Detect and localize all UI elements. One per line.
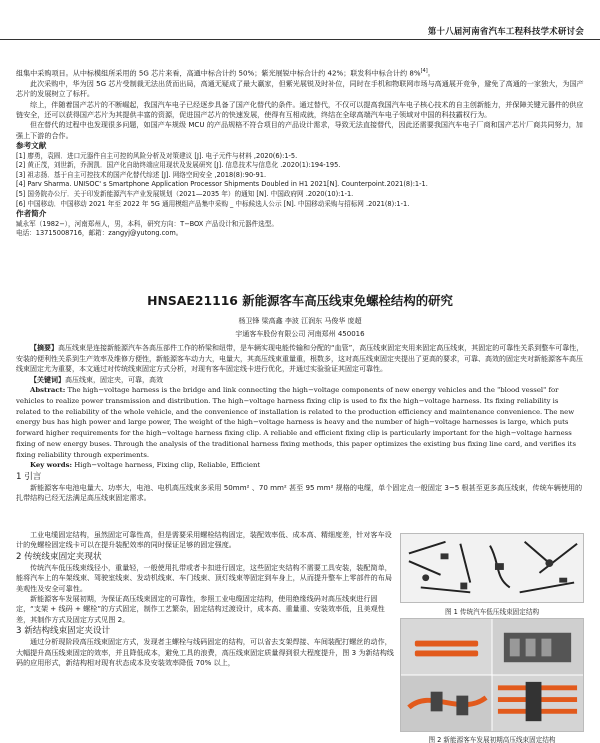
reference-item: [6] 中国移动．中国移动 2021 年至 2022 年 5G 通用模组产品集中采购 _ 中标候选人公示 [N]. 中国移动采购与招标网 .2021(8):1-1. <box>16 199 410 208</box>
author-bio: 臧永军（1982−），河南郑州人，男，本科，研究方向：T−BOX 产品设计和元器件选型。 <box>16 219 278 228</box>
page-header <box>0 0 600 40</box>
author-heading: 作者简介 <box>16 209 47 219</box>
journal-title: 第十八届河南省汽车工程科技学术研讨会 <box>427 26 584 36</box>
reference-item: [4] Parv Sharma. UNISOC' s Smartphone Application Processor Shipments Doubled in H1 2021[N]. Counterpoint.2021(8):1-1. <box>16 180 428 189</box>
abstract-en: Abstract: The high−voltage harness is the bridge and link connecting the high−voltage components of new energy vehicles and the "blood vessel" for vehicles to realize power transmission and distribution. The high−voltage harness fixing clip is used to fix the high−voltage harness. Its fixing reliability is related to the reliability of the whole vehicle, and the convenience of installation is related to the production efficiency and maintenance convenience. The new energy bus has high power and large power, The weight of the high−voltage harness is heavy and the number of high−voltage harnesses is large, which puts forward higher requirements for the high−voltage harness fixing clip. A reliable and efficient fixing clip is particularly important for the high−voltage harness fixing of new energy buses. Through the analysis of the traditional harness fixing methods, this paper optimizes the existing bus fixing line card, and verifies its fixing reliability through experiments. <box>16 386 576 459</box>
section-2-p1: 传统汽车低压线束线径小，重量轻，一般使用扎带或者卡扣进行固定，这些固定夹结构不需要工具安装，装配简单，能将汽车上的车架线束、驾驶室线束、发动机线束、车门线束、顶灯线束等固定到车身上，从而提升整车上零部件的布局美观性及安全可靠性。 <box>16 562 392 593</box>
author-contact: 电话：13715008716，邮箱：zangyj@yutong.com。 <box>16 229 183 238</box>
keywords-en: Key words: High−voltage harness, Fixing clip, Reliable, Efficient <box>30 461 261 470</box>
section-1-heading: 1 引言 <box>16 472 42 482</box>
keywords-cn: 【关键词】高压线束，固定夹，可靠，高效 <box>30 375 163 384</box>
figure-1-caption: 图 1 传统汽车低压线束固定结构 <box>444 608 540 616</box>
figure-2-image <box>400 618 584 732</box>
section-2-heading: 2 传统线束固定夹现状 <box>16 551 102 562</box>
article-authors: 杨卫锋 梁高鑫 李波 江润东 马俊华 庞超 <box>238 317 362 325</box>
figure-2-caption: 图 2 新能源客车发展初期高压线束固定结构 <box>428 736 556 743</box>
figure-1-image <box>400 533 584 603</box>
section-1-p2: 工业电缆固定结构，虽然固定可靠性高，但是需要采用螺栓结构固定，装配效率低、成本高、精细度差，针对客车设计的免螺栓固定线卡可以在提升装配效率的同时保证足够的固定强度。 <box>16 530 392 550</box>
reference-item: [5] 国务院办公厅．关于印发新能源汽车产业发展规划（2021—2035 年）的通知 [N]. 中国政府网 .2020(10):1-1. <box>16 190 354 199</box>
article-affiliation: 宇通客车股份有限公司 河南郑州 450016 <box>235 330 365 338</box>
prev-p4: 但在替代的过程中也发现很多问题，如国产车规级 MCU 的产品规格不符合项目的产品设计需求，导致无法直接替代，因此还需要我国汽车电子厂商和国产芯片厂商共同努力，加强上下游的合作。 <box>16 120 583 140</box>
prev-p2: 此次采购中，华为因 5G 芯片受制裁无法出货而出局，高通无疑成了最大赢家，但紫光展锐及时补位，同时在手机和物联网市场与高通展开竞争，避免了高通的一家独大，为国产芯片的发展树立了标杆。 <box>16 78 584 99</box>
section-2-p2: 新能源客车发展初期，为保证高压线束固定的可靠性，参照工业电缆固定结构，使用绝缘线码对高压线束进行固定，“支架 + 线码 + 螺栓”的方式固定，制作工艺繁杂，固定结构过渡设计，成本高、重量重、安装效率低，且美观性差，其制作方式及固定方式见图 2。 <box>16 594 385 624</box>
reference-item: [2] 黄正茂，刘世新，乔润凯．国产化自助终端应用现状及发展研究 [J]. 信息技术与信息化 .2020(1):194-195. <box>16 161 341 170</box>
reference-item: [1] 廖勇，袁圆．进口元器件自主可控的风险分析及对策建议 [J]. 电子元件与材料 ,2020(6):1-5. <box>16 151 298 160</box>
section-1-p1: 新能源客车电池电量大、功率大，电池、电机高压线束多采用 50mm² 、70 mm² 甚至 95 mm² 规格的电缆，单个固定点一般固定 3~5 根甚至更多高压线束，传统车辆使用的扎带结构已经无法满足高压线束固定需求。 <box>16 483 583 503</box>
section-3-p1: 通过分析现阶段高压线束固定方式，发现者主螺栓与线码固定的结构，可以省去支架焊接、车间装配打螺丝的动作，大幅提升高压线束固定的效率，并且降低成本，避免工具的浪费，高压线束固定质量得到很大程度提升，图 3 为新结构线码的应用形式，新结构相对现有状态成本及安装效率降低 70% 以上， <box>16 637 394 668</box>
article-title: HNSAE21116 新能源客车高压线束免螺栓结构的研究 <box>147 293 453 308</box>
body-column <box>16 530 394 668</box>
prev-article <box>16 66 584 239</box>
references-heading: 参考文献 <box>16 141 47 151</box>
prev-p3: 综上，伴随着国产芯片的不断崛起，我国汽车电子已经逐步具备了国产化替代的条件。通过替代，不仅可以提高我国汽车电子核心技术的自主创新能力，并保障关键元器件的供应链安全，还可以获得国产芯片为其提供丰富的资源，促进国产芯片的快速发展，使得有互相成就，终结在全球高端汽车电子领域对中国的科技霸权行为。 <box>16 99 584 119</box>
abstract-cn: 【摘要】高压线束是连接新能源汽车各高压部件工作的桥梁和纽带，是车辆实现电能传输和分配的“血管”，高压线束固定夹用来固定高压线束，其固定的可靠性关系到整车可靠性，安装的便利性关系到生产效率及维修方便性，新能源客车动力大，电量大，其高压线束重量重，根数多，这对高压线束固定夹提出了更高的要求，可靠、高效的固定夹对新能源客车高压线束固定尤为重要，本文通过对传统线束固定方式分析，对现有客车固定线卡进行优化，并通过实验验证其固定可靠性。 <box>16 344 584 374</box>
reference-item: [3] 祖志扬．基于自主可控技术的国产化替代综述 [J]. 网络空间安全 ,2018(8):90-91. <box>16 170 267 179</box>
section-3-heading: 3 新结构线束固定夹设计 <box>16 626 111 637</box>
abstract-block <box>16 343 584 504</box>
prev-p1: 组集中采购项目。从中标模组所采用的 5G 芯片来看，高通中标合计约 50%；紫光展锐中标合计约 42%；联发科中标合计约 8%[4]。 <box>16 68 435 78</box>
